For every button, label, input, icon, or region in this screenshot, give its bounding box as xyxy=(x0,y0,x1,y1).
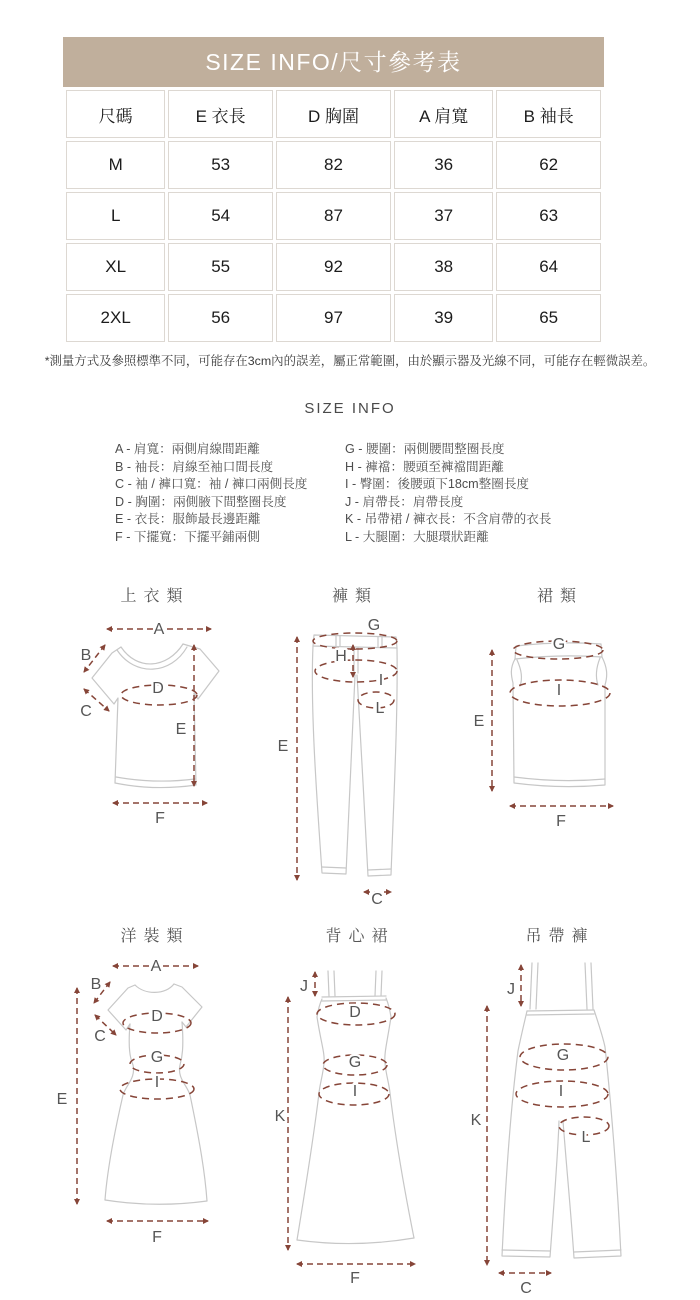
value-cell: 36 xyxy=(394,141,493,189)
column-header-shoulder: A 肩寬 xyxy=(394,90,493,138)
marker-label-a: A xyxy=(153,621,165,638)
legend-item-a: A - 肩寬：兩側肩線間距離 xyxy=(115,442,260,456)
size-cell: L xyxy=(66,192,165,240)
marker-label-j: J xyxy=(300,978,308,995)
size-table xyxy=(63,87,604,345)
legend-item-i: I - 臀圍：後腰頭下18cm整圈長度 xyxy=(345,477,530,491)
legend-item-e: E - 衣長：服飾最長邊距離 xyxy=(115,512,261,526)
size-cell: 2XL xyxy=(66,294,165,342)
marker-label-i: I xyxy=(154,1074,160,1091)
value-cell: 92 xyxy=(276,243,391,291)
measurement-legend xyxy=(115,441,625,546)
marker-label-i: I xyxy=(556,682,562,699)
size-cell: XL xyxy=(66,243,165,291)
marker-label-f: F xyxy=(350,1270,360,1285)
column-header-size: 尺碼 xyxy=(66,90,165,138)
diagram-title-skirt: 裙類 xyxy=(536,588,583,605)
marker-label-f: F xyxy=(556,813,566,830)
marker-label-g: G xyxy=(150,1049,164,1066)
marker-label-i: I xyxy=(378,672,384,689)
value-cell: 37 xyxy=(394,192,493,240)
marker-label-c: C xyxy=(94,1028,106,1045)
legend-item-c: C - 袖 / 褲口寬：袖 / 褲口兩側長度 xyxy=(115,477,308,491)
value-cell: 53 xyxy=(168,141,273,189)
vest-dress-drawing xyxy=(275,953,445,1285)
value-cell: 54 xyxy=(168,192,273,240)
diagram-skirt xyxy=(470,583,650,838)
legend-item-g: G - 腰圍：兩側腰間整圈長度 xyxy=(345,442,505,456)
table-row-l xyxy=(66,192,601,240)
value-cell: 39 xyxy=(394,294,493,342)
diagram-title-dress: 洋裝類 xyxy=(120,928,190,945)
marker-label-e: E xyxy=(473,713,485,730)
marker-label-j: J xyxy=(507,981,515,998)
marker-label-d: D xyxy=(349,1004,361,1021)
marker-label-f: F xyxy=(152,1229,162,1245)
size-table-title: SIZE INFO/尺寸參考表 xyxy=(63,37,604,87)
table-row-2xl xyxy=(66,294,601,342)
column-header-bust: D 胸圍 xyxy=(276,90,391,138)
size-table-block xyxy=(63,37,604,345)
diagram-vest-dress xyxy=(275,923,445,1285)
legend-item-b: B - 袖長：肩線至袖口間長度 xyxy=(115,459,274,474)
marker-label-l: L xyxy=(581,1129,591,1146)
marker-label-f: F xyxy=(155,810,165,827)
overalls-drawing xyxy=(455,953,665,1295)
diagram-top-garment xyxy=(55,583,255,843)
value-cell: 97 xyxy=(276,294,391,342)
marker-label-i: I xyxy=(352,1083,358,1100)
marker-label-h: H xyxy=(335,648,347,665)
value-cell: 38 xyxy=(394,243,493,291)
column-header-length: E 衣長 xyxy=(168,90,273,138)
legend-item-f: F - 下擺寬：下擺平鋪兩側 xyxy=(115,529,260,544)
legend-item-k: K - 吊帶裙 / 褲衣長：不含肩帶的衣長 xyxy=(345,512,552,526)
column-header-sleeve: B 袖長 xyxy=(496,90,601,138)
legend-item-h: H - 褲襠：腰頭至褲襠間距離 xyxy=(345,459,504,474)
dress-drawing xyxy=(50,953,260,1245)
top-garment-drawing xyxy=(55,613,255,843)
table-row-m xyxy=(66,141,601,189)
legend-item-j: J - 肩帶長：肩帶長度 xyxy=(345,494,464,509)
marker-label-g: G xyxy=(552,636,566,653)
value-cell: 87 xyxy=(276,192,391,240)
size-cell: M xyxy=(66,141,165,189)
marker-label-e: E xyxy=(56,1091,68,1108)
diagram-title-top: 上衣類 xyxy=(120,588,190,605)
marker-label-i: I xyxy=(558,1083,564,1100)
marker-label-l: L xyxy=(375,700,385,717)
table-row-xl xyxy=(66,243,601,291)
marker-label-d: D xyxy=(151,1008,163,1025)
legend-item-d: D - 胸圍：兩側腋下間整圈長度 xyxy=(115,494,287,509)
value-cell: 55 xyxy=(168,243,273,291)
marker-label-g: G xyxy=(367,617,381,634)
value-cell: 56 xyxy=(168,294,273,342)
legend-right-column xyxy=(345,441,625,546)
value-cell: 64 xyxy=(496,243,601,291)
marker-label-k: K xyxy=(470,1112,482,1129)
marker-label-a: A xyxy=(150,958,162,975)
skirt-drawing xyxy=(470,613,650,838)
marker-label-b: B xyxy=(80,647,92,664)
legend-title: SIZE INFO xyxy=(304,400,396,417)
marker-label-c: C xyxy=(371,891,383,905)
marker-label-c: C xyxy=(80,703,92,720)
diagram-title-vest-dress: 背心裙 xyxy=(325,928,395,945)
marker-label-g: G xyxy=(556,1047,570,1064)
marker-label-e: E xyxy=(175,721,187,738)
marker-label-g: G xyxy=(348,1054,362,1071)
size-table-header-row xyxy=(66,90,601,138)
diagram-title-overalls: 吊帶褲 xyxy=(525,928,595,945)
legend-left-column xyxy=(115,441,345,546)
diagram-overalls xyxy=(455,923,665,1295)
value-cell: 65 xyxy=(496,294,601,342)
diagram-dress xyxy=(50,923,260,1245)
pants-drawing xyxy=(270,613,440,905)
measurement-tolerance-note: *測量方式及參照標準不同，可能存在3cm內的誤差，屬正常範圍，由於顯示器及光線不同，可能存在輕微誤差。 xyxy=(44,354,656,368)
value-cell: 82 xyxy=(276,141,391,189)
marker-label-k: K xyxy=(275,1108,286,1125)
diagram-title-pants: 褲類 xyxy=(331,588,378,605)
marker-label-c: C xyxy=(520,1280,532,1295)
value-cell: 63 xyxy=(496,192,601,240)
marker-label-e: E xyxy=(277,738,289,755)
diagram-pants xyxy=(270,583,440,905)
legend-item-l: L - 大腿圍：大腿環狀距離 xyxy=(345,529,489,544)
value-cell: 62 xyxy=(496,141,601,189)
marker-label-b: B xyxy=(90,976,102,993)
marker-label-d: D xyxy=(152,680,164,697)
